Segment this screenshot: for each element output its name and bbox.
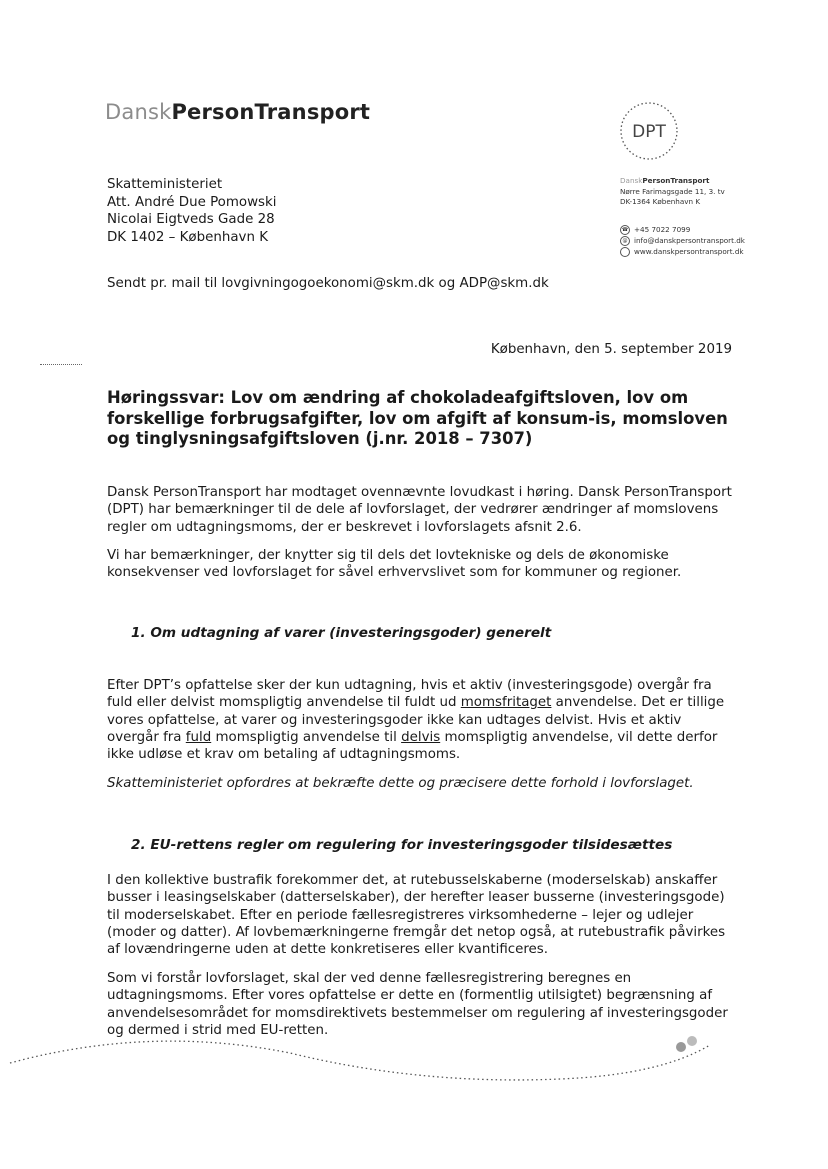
recipient-line: Skatteministeriet (107, 177, 223, 192)
intro-paragraph-1: Dansk PersonTransport har modtaget ovennævnte lovudkast i høring. Dansk PersonTransport (DPT) har bemærkninger til de dele af lovforslaget, der vedrører ændringer af momslovens regler om udtagningsmoms, der er beskrevet i lovforslagets afsnit 2.6. (107, 485, 732, 535)
recipient-line: Nicolai Eigtveds Gade 28 (107, 212, 275, 227)
document-title: Høringssvar: Lov om ændring af chokoladeafgiftsloven, lov om forskellige forbrugsafgifter, lov om afgift af konsum-is, momsloven og tinglysningsafgiftsloven (j.nr. 2018 – 7307) (107, 388, 728, 448)
margin-fold-mark (40, 364, 82, 365)
section-1-call-to-action: Skatteministeriet opfordres at bekræfte dette og præcisere dette forhold i lovforslaget. (107, 776, 694, 791)
emblem-text: DPT (632, 122, 666, 142)
section-1-paragraph: Efter DPT’s opfattelse sker der kun udtagning, hvis et aktiv (investeringsgode) overgår fra fuld eller delvist momspligtig anvendelse til fuldt ud momsfritaget anvendelse. Det er tillige vores opfattelse, at varer og investeringsgoder ikke kan udtages delvist. Hvis et aktiv overgår fra fuld momspligtig anvendelse til delvis momspligtig anvendelse, vil dette derfor ikke udløse et krav om betaling af udtagningsmoms. (107, 678, 725, 763)
company-logo (105, 100, 370, 124)
sender-city: DK-1364 København K (620, 197, 701, 206)
underlined-term: momsfritaget (460, 695, 552, 711)
contact-email[interactable]: @ info@danskpersontransport.dk (620, 235, 745, 246)
sender-contacts (620, 224, 745, 257)
section-1-heading: 1. Om udtagning af varer (investeringsgoder) generelt (131, 625, 552, 641)
sender-street: Nørre Farimagsgade 11, 3. tv (620, 186, 725, 196)
contact-phone: ☎ +45 7022 7099 (621, 225, 691, 234)
phone-icon: ☎ (621, 226, 629, 233)
logo-dansk: Dansk (105, 100, 172, 124)
recipient-line: Att. André Due Pomowski (107, 194, 277, 210)
globe-icon (620, 247, 630, 257)
contact-web[interactable]: www.danskpersontransport.dk (620, 246, 745, 257)
underlined-term: fuld (185, 729, 212, 745)
decorative-dot (687, 1036, 697, 1046)
date-line: København, den 5. september 2019 (490, 342, 732, 357)
dpt-emblem-icon (618, 100, 680, 162)
logo-persontransport: PersonTransport (171, 100, 371, 124)
email-icon: @ (620, 236, 630, 246)
decorative-dotted-curve (0, 1025, 828, 1125)
underlined-term: delvis (401, 729, 441, 745)
section-2-heading: 2. EU-rettens regler om regulering for investeringsgoder tilsidesættes (131, 837, 673, 853)
sender-name: DanskPersonTransport (620, 176, 710, 185)
section-2-paragraph-2: Som vi forstår lovforslaget, skal der ved denne fællesregistrering beregnes en udtagningsmoms. Efter vores opfattelse er dette en (formentlig utilsigtet) begrænsning af anvendelsesområdet for momsdirektivets bestemmelser om regulering af investeringsgoder og dermed i strid med EU-retten. (107, 971, 728, 1038)
sent-line: Sendt pr. mail til lovgivningogoekonomi@skm.dk og ADP@skm.dk (107, 276, 549, 291)
intro-paragraph-2: Vi har bemærkninger, der knytter sig til dels det lovtekniske og dels de økonomiske konsekvenser ved lovforslaget for såvel erhvervslivet som for kommuner og regioner. (107, 548, 682, 581)
recipient-address (107, 176, 277, 246)
section-2-paragraph-1: I den kollektive bustrafik forekommer det, at rutebusselskaberne (moderselskab) anskaffer busser i leasingselskaber (datterselskaber), der herefter leaser busserne (investeringsgode) til moderselskabet. Efter en periode fællesregistreres virksomhederne – lejer og udlejer (moder og datter). Af lovbemærkningerne fremgår det netop også, at rutebustrafik påvirkes af lovændringerne uden at dette konkretiseres eller kvantificeres. (107, 873, 726, 958)
decorative-dot (676, 1042, 686, 1052)
sender-address (620, 176, 725, 208)
recipient-line: DK 1402 – København K (107, 229, 268, 245)
